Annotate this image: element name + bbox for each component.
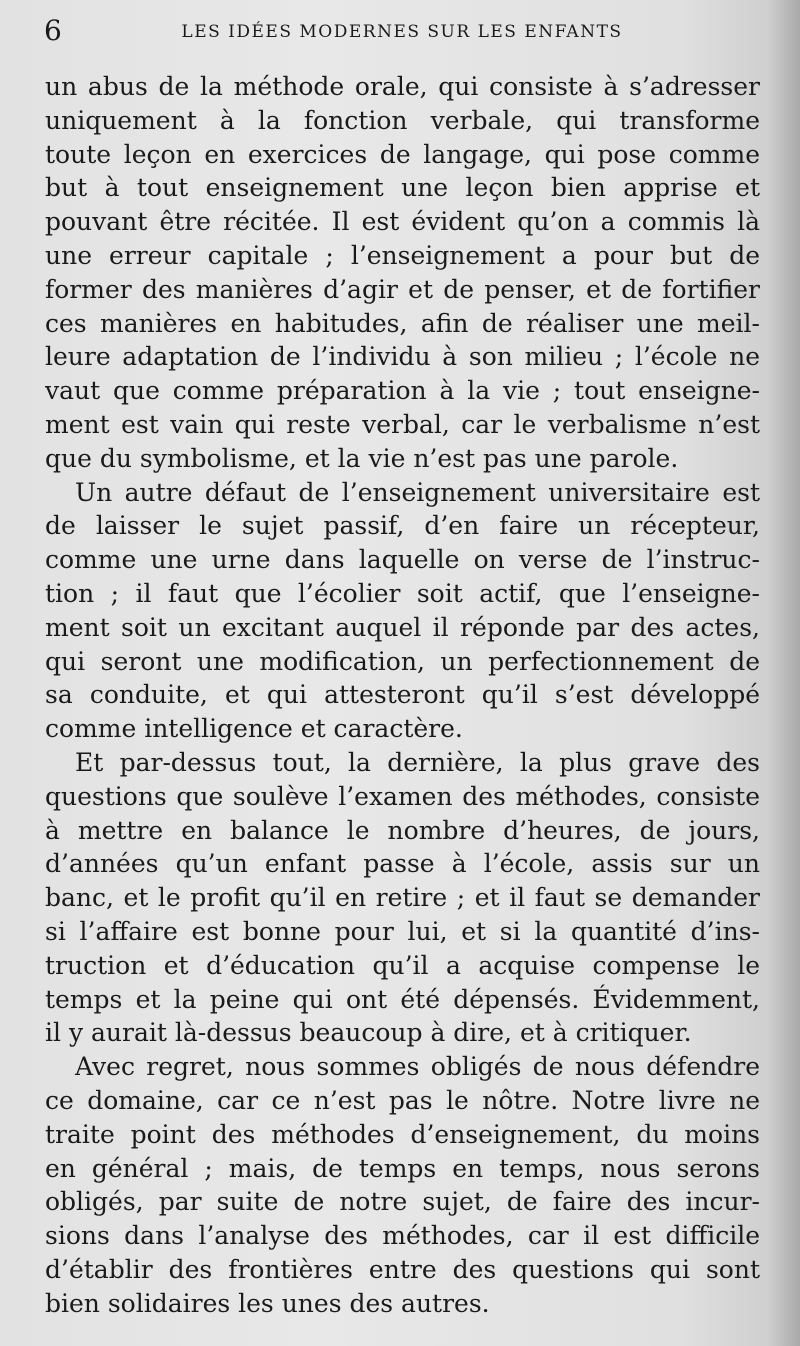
text-line: ce domaine, car ce n’est pas le nôtre. Notre livre ne [45,1085,760,1115]
paragraph-start-line: Un autre défaut de l’enseignement universitaire est [75,477,760,507]
text-line: uniquement à la fonction verbale, qui transforme [45,105,760,135]
text-line: questions que soulève l’examen des méthodes, consiste [45,781,760,811]
text-line: vaut que comme préparation à la vie ; tout enseigne- [45,376,760,406]
text-line: sions dans l’analyse des méthodes, car il est difficile [45,1221,760,1251]
text-line: en général ; mais, de temps en temps, nous serons [45,1153,760,1183]
text-line: qui seront une modification, un perfectionnement de [45,646,760,676]
text-line: leure adaptation de l’individu à son milieu ; l’école ne [45,342,760,372]
text-line: d’établir des frontières entre des questions qui sont [45,1254,760,1284]
running-title: LES IDÉES MODERNES SUR LES ENFANTS [181,22,623,42]
text-line: temps et la peine qui ont été dépensés. Évidemment, [45,984,760,1014]
text-line: pouvant être récitée. Il est évident qu’on a commis là [45,207,760,237]
paragraph-end-line: que du symbolisme, et la vie n’est pas une parole. [45,443,679,473]
text-line: tion ; il faut que l’écolier soit actif, que l’enseigne- [45,578,760,608]
text-line: but à tout enseignement une leçon bien apprise et [45,173,760,203]
page-number: 6 [44,14,62,47]
paragraph-end-line: il y aurait là-dessus beaucoup à dire, et à critiquer. [45,1018,692,1048]
text-line: obligés, par suite de notre sujet, de faire des incur- [45,1187,760,1217]
text-line: ment est vain qui reste verbal, car le verbalisme n’est [45,409,760,439]
text-line: si l’affaire est bonne pour lui, et si la quantité d’ins- [45,916,760,946]
text-line: sa conduite, et qui attesteront qu’il s’est développé [45,680,760,710]
body-text [45,70,760,1320]
paragraph-start-line: Avec regret, nous sommes obligés de nous défendre [75,1052,760,1082]
text-line: de laisser le sujet passif, d’en faire un récepteur, [45,511,760,541]
text-line: truction et d’éducation qu’il a acquise compense le [45,950,760,980]
text-line: à mettre en balance le nombre d’heures, de jours, [45,815,760,845]
text-line: ment soit un excitant auquel il réponde par des actes, [45,612,760,642]
running-head [44,14,760,48]
text-line: un abus de la méthode orale, qui consiste à s’adresser [45,72,760,101]
paragraph-start-line: Et par-dessus tout, la dernière, la plus grave des [75,747,760,777]
text-line: toute leçon en exercices de langage, qui pose comme [45,139,760,169]
text-line: ces manières en habitudes, afin de réaliser une meil- [45,308,760,338]
text-line: comme une urne dans laquelle on verse de l’instruc- [45,545,760,575]
paragraph-end-line: comme intelligence et caractère. [45,714,463,744]
text-line: traite point des méthodes d’enseignement, du moins [45,1119,760,1149]
paragraph-end-line: bien solidaires les unes des autres. [45,1288,490,1318]
text-line: une erreur capitale ; l’enseignement a pour but de [45,240,760,270]
text-line: banc, et le profit qu’il en retire ; et il faut se demander [45,883,760,913]
text-line: former des manières d’agir et de penser, et de fortifier [45,274,760,304]
text-line: d’années qu’un enfant passe à l’école, assis sur un [45,849,760,879]
